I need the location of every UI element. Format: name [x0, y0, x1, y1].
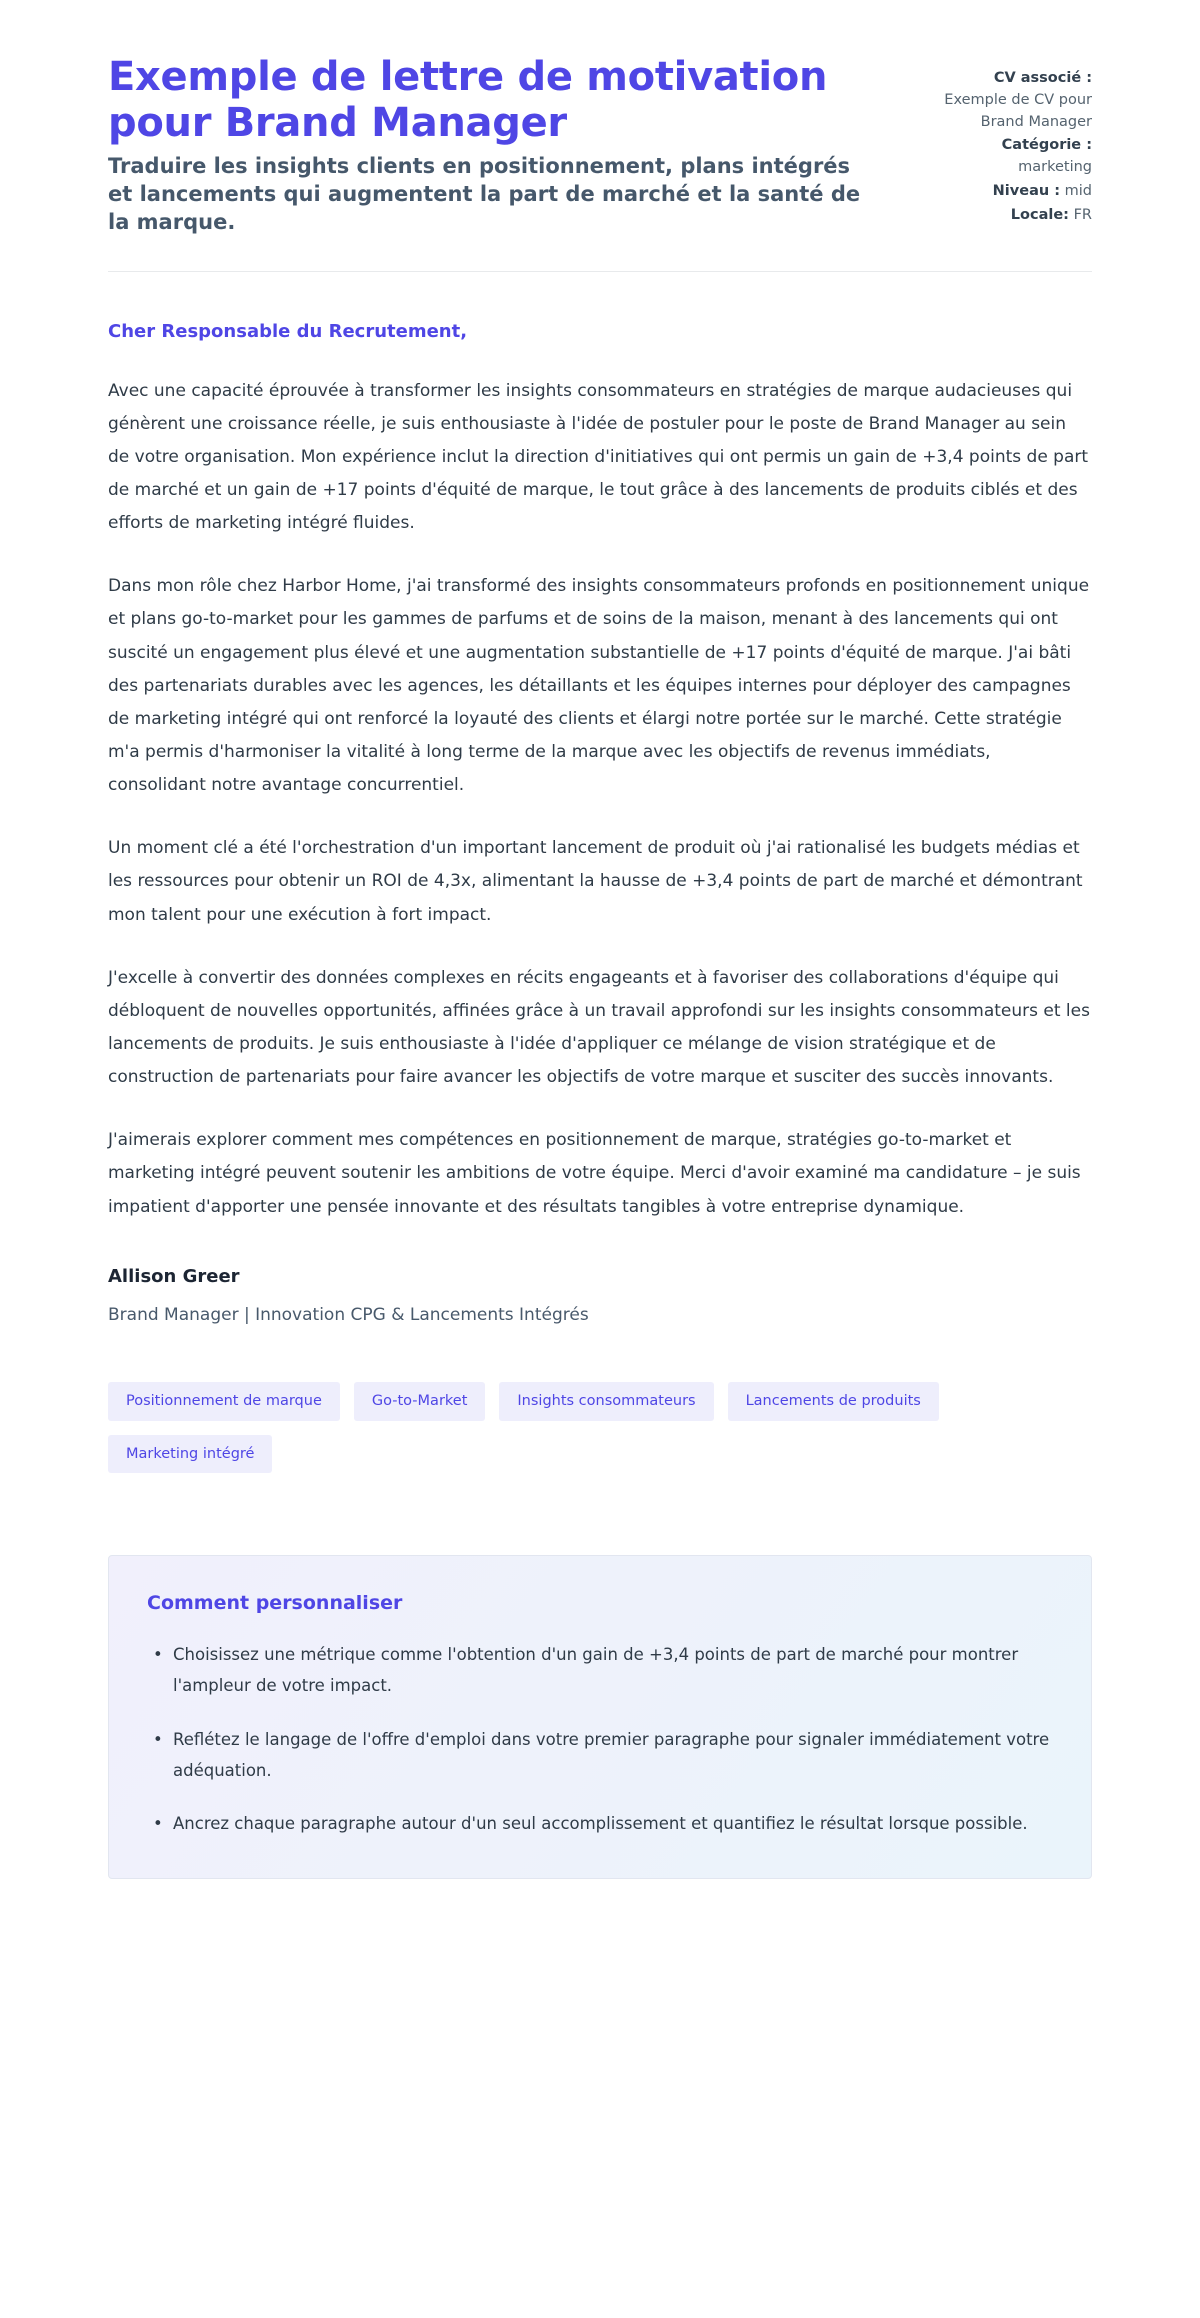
meta-locale [920, 205, 1092, 227]
tag-chip[interactable]: Go-to-Market [354, 1382, 486, 1421]
callout-tip-list [147, 1639, 1053, 1840]
customization-callout [108, 1555, 1092, 1878]
document-metadata [920, 54, 1092, 228]
meta-locale-label: Locale: [1010, 206, 1069, 223]
signature-block [108, 1224, 1092, 1329]
meta-level-value: mid [1064, 182, 1092, 199]
signature-headline: Brand Manager | Innovation CPG & Lancements Intégrés [108, 1304, 589, 1325]
page-subtitle: Traduire les insights clients en positionnement, plans intégrés et lancements qui augmentent la part de marché et la santé de la marque. [108, 153, 861, 234]
letter-paragraph: J'excelle à convertir des données complexes en récits engageants et à favoriser des collaborations d'équipe qui débloquent de nouvelles opportunités, affinées grâce à un travail approfondi sur les insights consommateurs et les lancements de produits. Je suis enthousiaste à l'idée d'appliquer ce mélange de vision stratégique et de construction de partenariats pour faire avancer les objectifs de votre marque et susciter des succès innovants. [108, 967, 1090, 1088]
tag-chip[interactable]: Positionnement de marque [108, 1382, 340, 1421]
letter-salutation: Cher Responsable du Recrutement, [108, 320, 468, 342]
signature-name: Allison Greer [108, 1265, 240, 1287]
tag-chip[interactable]: Marketing intégré [108, 1435, 272, 1474]
letter-paragraph: Un moment clé a été l'orchestration d'un important lancement de produit où j'ai rationalisé les budgets médias et les ressources pour obtenir un ROI de 4,3x, alimentant la hausse de +3,4 points de part de marché et démontrant mon talent pour une exécution à fort impact. [108, 838, 1083, 925]
meta-associated-cv-value: Exemple de CV pour Brand Manager [944, 91, 1092, 130]
letter-paragraph: Dans mon rôle chez Harbor Home, j'ai transformé des insights consommateurs profonds en positionnement unique et plans go-to-market pour les gammes de parfums et de soins de la maison, menant à des lancements qui ont suscité un engagement plus élevé et une augmentation substantielle de +17 points d'équité de marque. J'ai bâti des partenariats durables avec les agences, les détaillants et les équipes internes pour déployer des campagnes de marketing intégré qui ont renforcé la loyauté des clients et élargi notre portée sur le marché. Cette stratégie m'a permis d'harmoniser la vitalité à long terme de la marque avec les objectifs de revenus immédiats, consolidant notre avantage concurrentiel. [108, 576, 1090, 796]
meta-category-label: Catégorie : [1001, 137, 1092, 154]
page-title: Exemple de lettre de motivation pour Brand Manager [108, 54, 828, 147]
callout-title: Comment personnaliser [147, 1592, 403, 1615]
meta-level-label: Niveau : [992, 182, 1061, 199]
callout-tip-item: • Ancrez chaque paragraphe autour d'un seul accomplissement et quantifiez le résultat lorsque possible. [147, 1808, 1053, 1839]
meta-associated-cv [920, 68, 1092, 133]
tag-chip[interactable]: Lancements de produits [728, 1382, 939, 1421]
callout-tip-item: • Choisissez une métrique comme l'obtention d'un gain de +3,4 points de part de marché pour montrer l'ampleur de votre impact. [147, 1639, 1053, 1702]
header-text-block [108, 54, 868, 237]
letter-body [108, 272, 1092, 1224]
letter-paragraph: J'aimerais explorer comment mes compétences en positionnement de marque, stratégies go-to-market et marketing intégré peuvent soutenir les ambitions de votre équipe. Merci d'avoir examiné ma candidature – je suis impatient d'apporter une pensée innovante et des résultats tangibles à votre entreprise dynamique. [108, 1130, 1081, 1217]
page-header [108, 0, 1092, 237]
callout-tip-item: • Reflétez le langage de l'offre d'emploi dans votre premier paragraphe pour signaler immédiatement votre adéquation. [147, 1724, 1053, 1787]
tag-list [108, 1328, 1092, 1473]
letter-paragraph: Avec une capacité éprouvée à transformer les insights consommateurs en stratégies de marque audacieuses qui génèrent une croissance réelle, je suis enthousiaste à l'idée de postuler pour le poste de Brand Manager au sein de votre organisation. Mon expérience inclut la direction d'initiatives qui ont permis un gain de +3,4 points de part de marché et un gain de +17 points d'équité de marque, le tout grâce à des lancements de produits ciblés et des efforts de marketing intégré fluides. [108, 380, 1089, 534]
meta-level [920, 181, 1092, 203]
meta-category-value: marketing [1018, 159, 1092, 175]
meta-associated-cv-label: CV associé : [993, 70, 1092, 86]
meta-category [920, 135, 1092, 179]
tag-chip[interactable]: Insights consommateurs [499, 1382, 713, 1421]
meta-locale-value: FR [1073, 206, 1092, 223]
